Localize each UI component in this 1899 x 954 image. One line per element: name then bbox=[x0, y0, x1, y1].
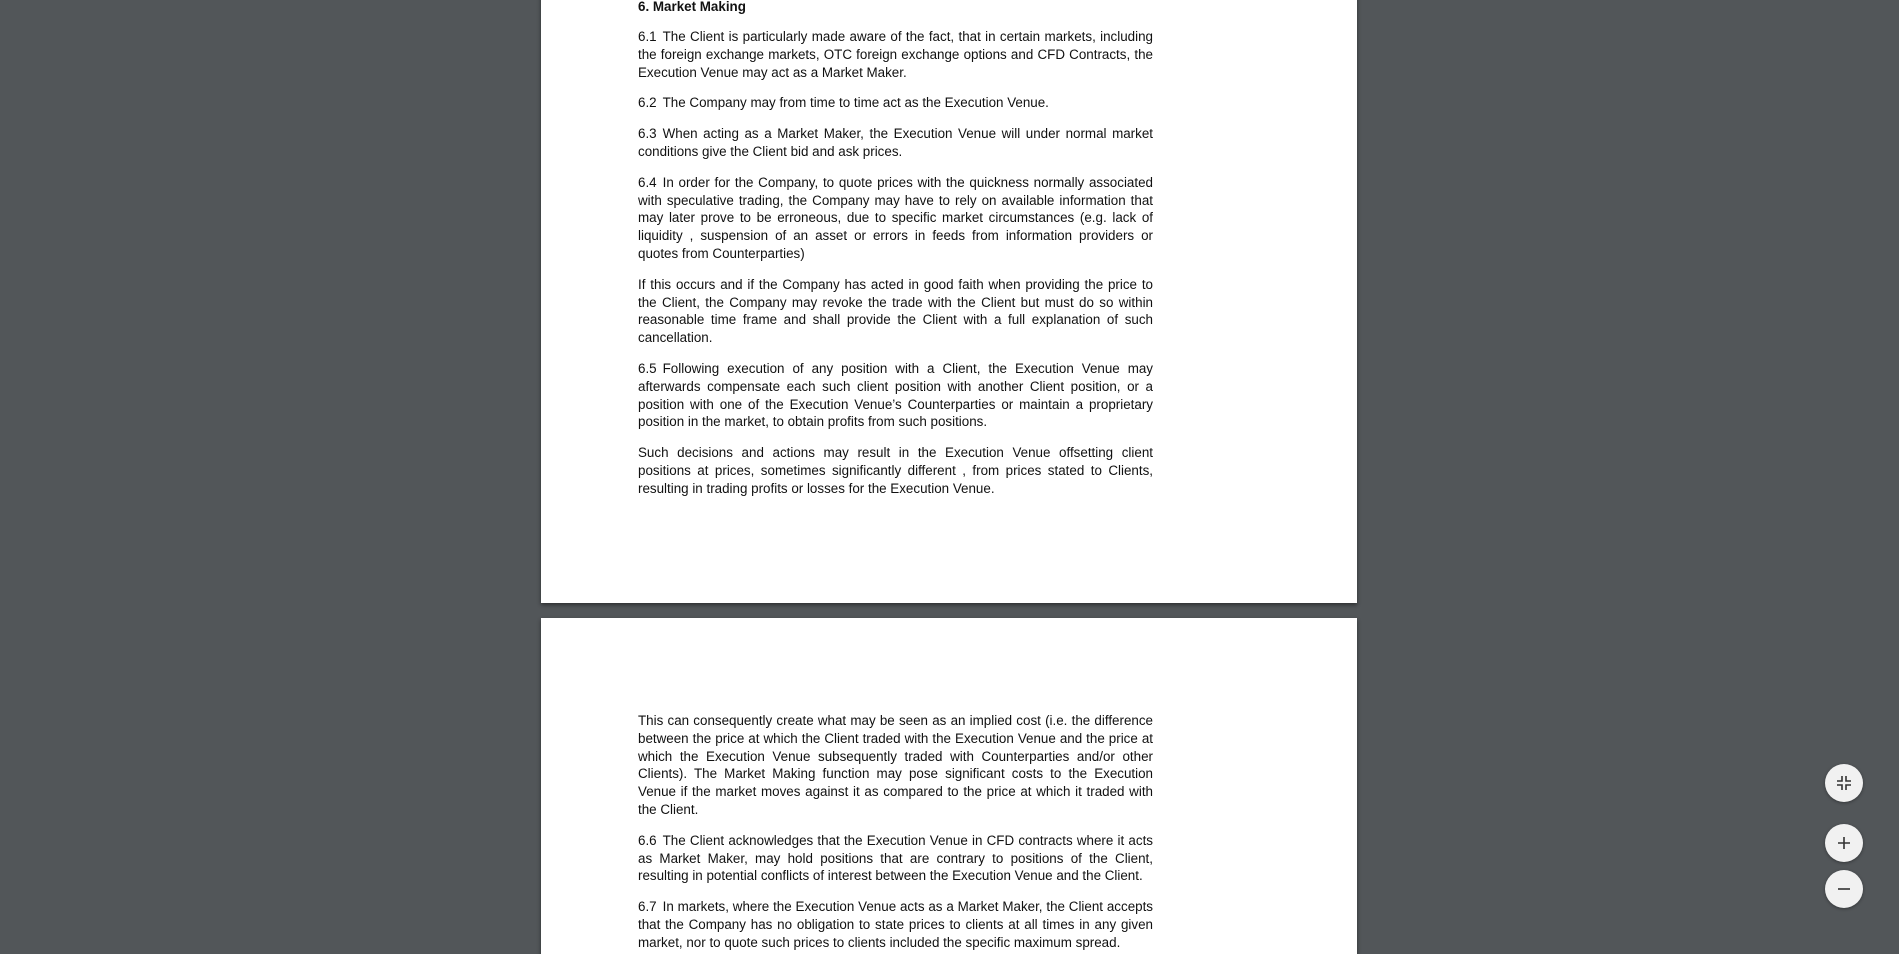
fit-to-page-icon bbox=[1836, 775, 1852, 791]
fit-to-page-button[interactable] bbox=[1825, 764, 1863, 802]
plus-icon bbox=[1836, 835, 1852, 851]
document-page-1 bbox=[541, 0, 1357, 603]
paragraph-number: 6.6 bbox=[638, 832, 657, 848]
paragraph-6-2 bbox=[638, 94, 1153, 112]
paragraph-6-5-continued-2 bbox=[638, 712, 1153, 819]
document-page-2 bbox=[541, 618, 1357, 954]
paragraph-6-5-continued bbox=[638, 444, 1153, 497]
section-heading: 6. Market Making bbox=[638, 0, 746, 14]
paragraph-number: 6.7 bbox=[638, 899, 657, 915]
paragraph-text: In order for the Company, to quote prices with the quickness normally associated with speculative trading, the Company may have to rely on available information that may later prove to be erroneous, due to specific market circumstances (e.g. lack of liquidity , suspension of an asset or errors in feeds from information providers or quotes from Counterparties) bbox=[638, 174, 1153, 261]
paragraph-6-4-continued bbox=[638, 276, 1153, 347]
paragraph-number: 6.1 bbox=[638, 29, 657, 44]
zoom-in-button[interactable] bbox=[1825, 824, 1863, 862]
paragraph-text: The Client acknowledges that the Execution Venue in CFD contracts where it acts as Market Maker, may hold positions that are contrary to positions of the Client, resulting in potential conflicts of interest between the Execution Venue and the Client. bbox=[638, 832, 1153, 884]
paragraph-6-6 bbox=[638, 832, 1153, 885]
paragraph-6-7 bbox=[638, 898, 1153, 951]
paragraph-number: 6.3 bbox=[638, 126, 657, 142]
paragraph-text: The Company may from time to time act as the Execution Venue. bbox=[662, 95, 1049, 111]
zoom-out-button[interactable] bbox=[1825, 870, 1863, 908]
page-2-content bbox=[638, 712, 1153, 954]
paragraph-text: In markets, where the Execution Venue acts as a Market Maker, the Client accepts that the Company has no obligation to state prices to clients at all times in any given market, nor to quote such prices to clients included the specific maximum spread. bbox=[638, 899, 1153, 950]
paragraph-text: The Client is particularly made aware of the fact, that in certain markets, including the foreign exchange markets, OTC foreign exchange options and CFD Contracts, the Execution Venue may act as a Market Maker. bbox=[638, 29, 1153, 80]
paragraph-6-1 bbox=[638, 28, 1153, 81]
paragraph-text: When acting as a Market Maker, the Execution Venue will under normal market conditions give the Client bid and ask prices. bbox=[638, 126, 1153, 159]
paragraph-number: 6.2 bbox=[638, 95, 657, 111]
paragraph-number: 6.5 bbox=[638, 360, 657, 376]
paragraph-text: This can consequently create what may be seen as an implied cost (i.e. the difference between the price at which the Client traded with the Execution Venue and the price at which the Execution Venue subsequently traded with Counterparties and/or other Clients). The Market Making function may pose significant costs to the Execution Venue if the market moves against it as compared to the price at which it traded with the Client. bbox=[638, 713, 1153, 817]
paragraph-6-5 bbox=[638, 360, 1153, 431]
paragraph-text: Such decisions and actions may result in the Execution Venue offsetting client positions at prices, sometimes significantly different , from prices stated to Clients, resulting in trading profits or losses for the Execution Venue. bbox=[638, 445, 1153, 496]
paragraph-number: 6.4 bbox=[638, 174, 657, 190]
paragraph-6-3 bbox=[638, 125, 1153, 161]
minus-icon bbox=[1836, 881, 1852, 897]
paragraph-6-4 bbox=[638, 174, 1153, 263]
paragraph-text: If this occurs and if the Company has acted in good faith when providing the price to the Client, the Company may revoke the trade with the Client but must do so within reasonable time frame and shall provide the Client with a full explanation of such cancellation. bbox=[638, 276, 1153, 346]
paragraph-text: Following execution of any position with a Client, the Execution Venue may afterwards compensate each such client position with another Client position, or a position with one of the Execution Venue’s Counterparties or maintain a proprietary position in the market, to obtain profits from such positions. bbox=[638, 360, 1153, 430]
page-1-content bbox=[638, 0, 1153, 511]
